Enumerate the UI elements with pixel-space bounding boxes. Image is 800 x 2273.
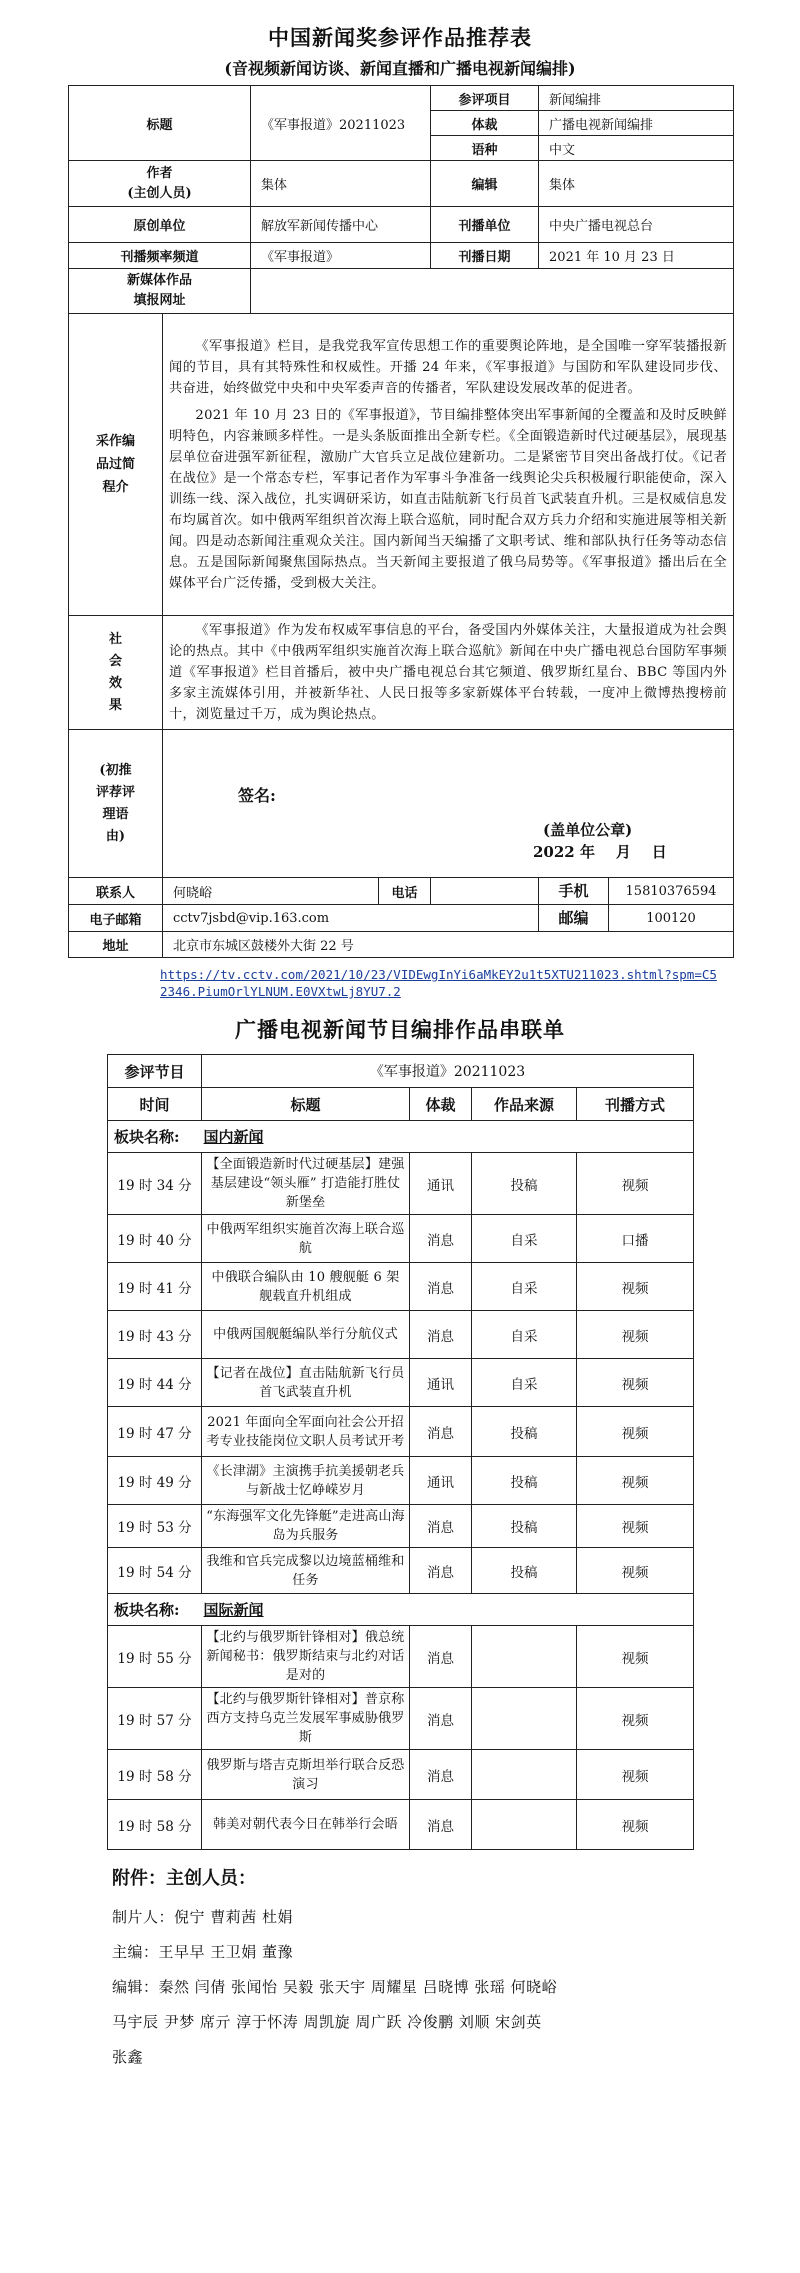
cell-time: 19 时 41 分 — [108, 1263, 202, 1311]
contact-label: 联系人 — [69, 878, 163, 905]
cell-genre: 消息 — [410, 1505, 472, 1548]
recommendation-form — [68, 85, 734, 958]
author-value: 集体 — [251, 161, 431, 207]
staff-line: 主编：王早早 王卫娟 董豫 — [112, 1943, 294, 1961]
video-link[interactable]: https://tv.cctv.com/2021/10/23/VIDEwgInYi6aMkEY2u1t5XTU211023.shtml?spm=C52346.PiumOrlYLNUM.E0VXtwLj8YU7.2 — [160, 967, 717, 999]
cell-title: 【记者在战位】直击陆航新飞行员首飞武装直升机 — [202, 1359, 410, 1407]
lineup-row — [108, 1750, 694, 1800]
staff-line: 编辑：秦然 闫倩 张闻怡 吴毅 张天宇 周耀星 吕晓博 张瑶 何晓峪 — [112, 1978, 558, 1996]
cell-mode: 视频 — [577, 1153, 694, 1215]
cell-genre: 通讯 — [410, 1457, 472, 1505]
review-label — [69, 730, 163, 878]
lineup-title: 广播电视新闻节目编排作品串联单 — [235, 1017, 565, 1042]
stamp-text: (盖单位公章) — [543, 820, 633, 839]
cell-mode: 视频 — [577, 1750, 694, 1800]
date-label: 刊播日期 — [431, 243, 539, 269]
language-value: 中文 — [539, 136, 734, 161]
origin-value: 解放军新闻传播中心 — [251, 207, 431, 243]
cell-time: 19 时 40 分 — [108, 1215, 202, 1263]
phone-label: 电话 — [379, 878, 431, 905]
section-label: 板块名称: — [114, 1128, 180, 1146]
channel-label: 刊播频率频道 — [69, 243, 251, 269]
lineup-header-row — [108, 1088, 694, 1121]
process-label-text: 采作编品过简程介 — [95, 434, 135, 495]
cell-title: 2021 年面向全军面向社会公开招考专业技能岗位文职人员考试开考 — [202, 1407, 410, 1457]
phone-value — [431, 878, 539, 905]
program-value: 《军事报道》20211023 — [202, 1055, 694, 1088]
effect-label-text: 社会效果 — [108, 631, 122, 713]
cell-time: 19 时 53 分 — [108, 1505, 202, 1548]
cell-mode: 视频 — [577, 1626, 694, 1688]
header-source: 作品来源 — [472, 1088, 577, 1121]
cell-title: 俄罗斯与塔吉克斯坦举行联合反恐演习 — [202, 1750, 410, 1800]
cell-source: 投稿 — [472, 1505, 577, 1548]
cell-time: 19 时 49 分 — [108, 1457, 202, 1505]
lineup-row — [108, 1548, 694, 1594]
lineup-row — [108, 1263, 694, 1311]
review-label-text: (初推评荐评理语由) — [95, 762, 135, 844]
lineup-row — [108, 1800, 694, 1850]
cell-source: 自采 — [472, 1359, 577, 1407]
cell-time: 19 时 43 分 — [108, 1311, 202, 1359]
mobile-value: 15810376594 — [625, 883, 717, 899]
header-genre: 体裁 — [410, 1088, 472, 1121]
cell-mode: 视频 — [577, 1800, 694, 1850]
postcode-value: 100120 — [646, 910, 696, 926]
cell-source — [472, 1800, 577, 1850]
category-label: 参评项目 — [431, 86, 539, 111]
effect-paragraph: 《军事报道》作为发布权威军事信息的平台，备受国内外媒体关注，大量报道成为社会舆论的热点。其中《中俄两军组织实施首次海上联合巡航》新闻在中央广播电视总台国防军事频道《军事报道》栏目首播后，被中央广播电视总台其它频道、俄罗斯红星台、BBC 等国内外多家主流媒体引用，并被新华社、人民日报等多家新媒体平台转载，一度冲上微博热搜榜前十，浏览量过千万，成为舆论热点。 — [169, 623, 728, 722]
cell-time: 19 时 54 分 — [108, 1548, 202, 1594]
address-value: 北京市东城区鼓楼外大街 22 号 — [163, 932, 734, 958]
publisher-label: 刊播单位 — [431, 207, 539, 243]
section-cell — [108, 1594, 694, 1626]
cell-mode: 视频 — [577, 1263, 694, 1311]
mobile-label: 手机 — [539, 878, 609, 904]
staff-line: 制片人：倪宁 曹莉茜 杜娟 — [112, 1908, 294, 1926]
cell-genre: 消息 — [410, 1626, 472, 1688]
cell-mode: 视频 — [577, 1548, 694, 1594]
staff-title: 附件：主创人员： — [112, 1868, 256, 1889]
lineup-row — [108, 1407, 694, 1457]
process-paragraph-2: 2021 年 10 月 23 日的《军事报道》，节目编排整体突出军事新闻的全覆盖和及时反映鲜明特色，内容兼顾多样性。一是头条版面推出全新专栏。《全面锻造新时代过硬基层》，展现基层单位奋进强军新征程，激励广大官兵立足战位建新功。二是紧密节目突出备战打仗。《记者在战位》是一个常态专栏，军事记者作为军事斗争准备一线舆论尖兵积极履行职能使命，深入训练一线、深入战位，扎实调研采访，如直击陆航新飞行员首飞武装直升机。三是权威信息发布均属首次。如中俄两军组织首次海上联合巡航，同时配合双方兵力介绍和实施进展等相关新闻。四是动态新闻注重观众关注。国内新闻当天编播了文职考试、维和部队执行任务等动态信息。五是国际新闻聚焦国际热点。当天新闻主要报道了俄乌局势等。《军事报道》播出后在全媒体平台广泛传播，受到极大关注。 — [169, 407, 728, 591]
editor-value: 集体 — [539, 161, 734, 207]
category-value: 新闻编排 — [539, 86, 734, 111]
cell-title: 《长津湖》主演携手抗美援朝老兵与新战士忆峥嵘岁月 — [202, 1457, 410, 1505]
postcode-label: 邮编 — [539, 905, 609, 931]
publisher-value: 中央广播电视总台 — [539, 207, 734, 243]
newmedia-label: 新媒体作品 填报网址 — [69, 269, 251, 314]
cell-genre: 消息 — [410, 1215, 472, 1263]
title-value: 《军事报道》20211023 — [251, 86, 431, 161]
lineup-row — [108, 1311, 694, 1359]
cell-source: 投稿 — [472, 1457, 577, 1505]
cell-source: 投稿 — [472, 1153, 577, 1215]
cell-source: 投稿 — [472, 1548, 577, 1594]
cell-mode: 视频 — [577, 1359, 694, 1407]
editor-label: 编辑 — [431, 161, 539, 207]
title-label: 标题 — [69, 86, 251, 161]
email-value: cctv7jsbd@vip.163.com — [163, 905, 539, 932]
cell-source — [472, 1688, 577, 1750]
cell-source — [472, 1750, 577, 1800]
header-mode: 刊播方式 — [577, 1088, 694, 1121]
cell-genre: 消息 — [410, 1407, 472, 1457]
cell-mode: 视频 — [577, 1688, 694, 1750]
staff-line: 张鑫 — [112, 2048, 144, 2066]
lineup-row — [108, 1215, 694, 1263]
process-paragraph-1: 《军事报道》栏目，是我党我军宣传思想工作的重要舆论阵地，是全国唯一穿军装播报新闻的节目，具有其特殊性和权威性。开播 24 年来，《军事报道》与国防和军队建设同步伐、共奋进，始终做党中央和中央军委声音的传播者，军队建设发展改革的促进者。 — [169, 338, 728, 396]
mobile-cell — [539, 878, 734, 905]
sign-label: 签名: — [238, 785, 276, 805]
cell-time: 19 时 58 分 — [108, 1800, 202, 1850]
section-name: 国际新闻 — [203, 1601, 264, 1619]
email-label: 电子邮箱 — [69, 905, 163, 932]
cell-title: 【全面锻造新时代过硬基层】建强基层建设“领头雁” 打造能打胜仗新堡垒 — [202, 1153, 410, 1215]
cell-source: 自采 — [472, 1311, 577, 1359]
cell-time: 19 时 34 分 — [108, 1153, 202, 1215]
genre-value: 广播电视新闻编排 — [539, 111, 734, 136]
cell-title: 中俄联合编队由 10 艘舰艇 6 架舰载直升机组成 — [202, 1263, 410, 1311]
author-label: 作者 (主创人员) — [69, 161, 251, 207]
language-label: 语种 — [431, 136, 539, 161]
cell-title: 中俄两军组织实施首次海上联合巡航 — [202, 1215, 410, 1263]
section-row — [108, 1121, 694, 1153]
address-label: 地址 — [69, 932, 163, 958]
cell-mode: 视频 — [577, 1457, 694, 1505]
program-label: 参评节目 — [108, 1055, 202, 1088]
lineup-row — [108, 1688, 694, 1750]
stamp-date: 2022 年 月 日 — [533, 842, 667, 861]
doc-title: 中国新闻奖参评作品推荐表 — [268, 25, 532, 50]
cell-title: “东海强军文化先锋艇”走进高山海岛为兵服务 — [202, 1505, 410, 1548]
lineup-row — [108, 1505, 694, 1548]
lineup-table — [107, 1054, 694, 1850]
cell-source: 自采 — [472, 1215, 577, 1263]
cell-time: 19 时 58 分 — [108, 1750, 202, 1800]
cell-source: 自采 — [472, 1263, 577, 1311]
origin-label: 原创单位 — [69, 207, 251, 243]
cell-mode: 视频 — [577, 1311, 694, 1359]
cell-mode: 视频 — [577, 1407, 694, 1457]
effect-label — [69, 616, 163, 730]
cell-title: 我维和官兵完成黎以边境蓝桶维和任务 — [202, 1548, 410, 1594]
cell-genre: 通讯 — [410, 1359, 472, 1407]
lineup-row — [108, 1457, 694, 1505]
genre-label: 体裁 — [431, 111, 539, 136]
cell-genre: 通讯 — [410, 1153, 472, 1215]
channel-value: 《军事报道》 — [251, 243, 431, 269]
cell-time: 19 时 55 分 — [108, 1626, 202, 1688]
doc-subtitle: (音视频新闻访谈、新闻直播和广播电视新闻编排) — [224, 59, 576, 78]
cell-genre: 消息 — [410, 1311, 472, 1359]
cell-genre: 消息 — [410, 1750, 472, 1800]
cell-title: 中俄两国舰艇编队举行分航仪式 — [202, 1311, 410, 1359]
cell-genre: 消息 — [410, 1263, 472, 1311]
section-label: 板块名称: — [114, 1601, 180, 1619]
cell-time: 19 时 44 分 — [108, 1359, 202, 1407]
cell-title: 【北约与俄罗斯针锋相对】普京称西方支持乌克兰发展军事威胁俄罗斯 — [202, 1688, 410, 1750]
cell-mode: 视频 — [577, 1505, 694, 1548]
staff-section — [112, 1864, 712, 2075]
section-name: 国内新闻 — [203, 1128, 264, 1146]
cell-title: 韩美对朝代表今日在韩举行会晤 — [202, 1800, 410, 1850]
cell-title: 【北约与俄罗斯针锋相对】俄总统新闻秘书：俄罗斯结束与北约对话是对的 — [202, 1626, 410, 1688]
contact-value: 何晓峪 — [163, 878, 379, 905]
lineup-row — [108, 1359, 694, 1407]
header-title: 标题 — [202, 1088, 410, 1121]
date-value: 2021 年 10 月 23 日 — [539, 243, 734, 269]
newmedia-value — [251, 269, 734, 314]
cell-genre: 消息 — [410, 1800, 472, 1850]
cell-time: 19 时 57 分 — [108, 1688, 202, 1750]
lineup-row — [108, 1626, 694, 1688]
cell-mode: 口播 — [577, 1215, 694, 1263]
section-row — [108, 1594, 694, 1626]
cell-genre: 消息 — [410, 1548, 472, 1594]
cell-source: 投稿 — [472, 1407, 577, 1457]
staff-line: 马宇辰 尹梦 席亓 淳于怀涛 周凯旋 周广跃 冷俊鹏 刘顺 宋剑英 — [112, 2013, 542, 2031]
section-cell — [108, 1121, 694, 1153]
cell-time: 19 时 47 分 — [108, 1407, 202, 1457]
cell-source — [472, 1626, 577, 1688]
cell-genre: 消息 — [410, 1688, 472, 1750]
process-label — [69, 314, 163, 616]
header-time: 时间 — [108, 1088, 202, 1121]
postcode-cell — [539, 905, 734, 932]
lineup-row — [108, 1153, 694, 1215]
